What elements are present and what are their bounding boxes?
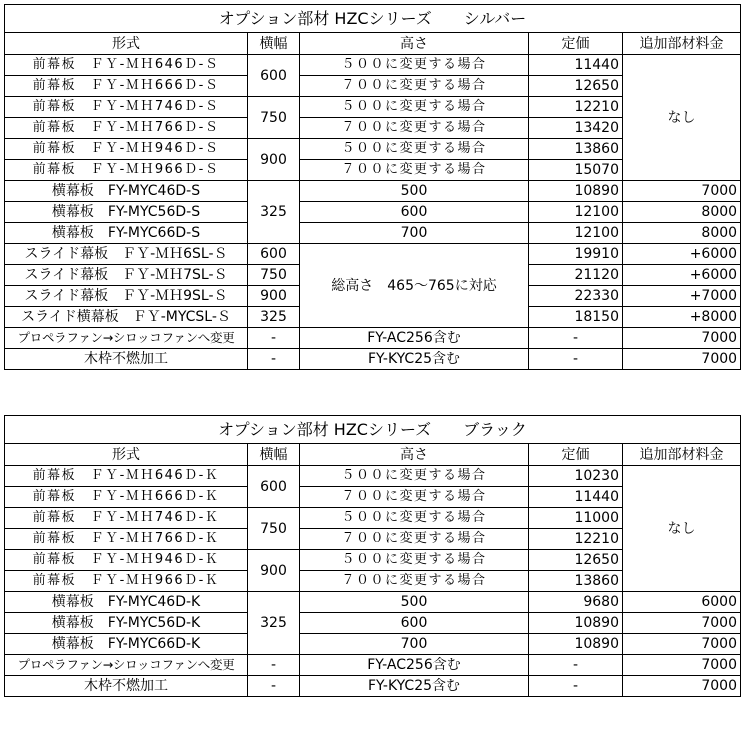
height-cell: ７００に変更する場合 (300, 487, 529, 508)
price-cell: 11440 (529, 55, 623, 76)
model-cell: 前幕板 ＦＹ-ＭＨ946Ｄ-Ｓ (5, 139, 248, 160)
header-width: 横幅 (248, 444, 300, 466)
price-cell: 21120 (529, 265, 623, 286)
price-cell: 12100 (529, 202, 623, 223)
model-cell: 横幕板 FY-MYC56D-K (5, 613, 248, 634)
extra-fee-cell: 7000 (623, 613, 741, 634)
table-row (5, 634, 741, 655)
table-row (5, 202, 741, 223)
table-title: オプション部材 HZCシリーズ シルバー (5, 5, 741, 33)
table-row (5, 655, 741, 676)
header-price: 定価 (529, 444, 623, 466)
width-cell: - (248, 655, 300, 676)
height-cell: ５００に変更する場合 (300, 97, 529, 118)
width-cell: - (248, 349, 300, 370)
model-cell: 横幕板 FY-MYC66D-K (5, 634, 248, 655)
model-cell: 前幕板 ＦＹ-ＭＨ666Ｄ-Ｓ (5, 76, 248, 97)
height-cell: ７００に変更する場合 (300, 160, 529, 181)
model-cell: 木枠不燃加工 (5, 676, 248, 697)
header-model: 形式 (5, 33, 248, 55)
model-cell: 前幕板 ＦＹ-ＭＨ766Ｄ-Ｓ (5, 118, 248, 139)
price-cell: 11440 (529, 487, 623, 508)
height-cell: FY-KYC25含む (300, 349, 529, 370)
price-cell: 10890 (529, 181, 623, 202)
extra-fee-cell: 7000 (623, 328, 741, 349)
price-cell: 12210 (529, 529, 623, 550)
height-cell: ５００に変更する場合 (300, 550, 529, 571)
height-cell: ７００に変更する場合 (300, 76, 529, 97)
extra-fee-cell: 6000 (623, 592, 741, 613)
model-cell: 前幕板 ＦＹ-ＭＨ966Ｄ-Ｋ (5, 571, 248, 592)
model-cell: プロペラファン→シロッコファンへ変更 (5, 328, 248, 349)
table-row (5, 244, 741, 265)
height-cell: 500 (300, 181, 529, 202)
height-cell: ７００に変更する場合 (300, 571, 529, 592)
model-cell: 横幕板 FY-MYC46D-S (5, 181, 248, 202)
price-cell: - (529, 676, 623, 697)
width-cell: 750 (248, 265, 300, 286)
width-cell: 750 (248, 508, 300, 550)
extra-fee-none-cell: なし (623, 466, 741, 592)
black-options-table (4, 415, 741, 697)
price-cell: - (529, 328, 623, 349)
model-cell: スライド幕板 ＦＹ-ＭＨ9SL-Ｓ (5, 286, 248, 307)
width-cell: 900 (248, 139, 300, 181)
extra-fee-cell: 8000 (623, 202, 741, 223)
price-cell: 18150 (529, 307, 623, 328)
price-cell: 10230 (529, 466, 623, 487)
height-cell: 700 (300, 634, 529, 655)
model-cell: スライド幕板 ＦＹ-ＭＨ6SL-Ｓ (5, 244, 248, 265)
table-row (5, 592, 741, 613)
extra-fee-cell: +7000 (623, 286, 741, 307)
table-row (5, 55, 741, 76)
extra-fee-cell: 7000 (623, 181, 741, 202)
width-cell: - (248, 328, 300, 349)
model-cell: 前幕板 ＦＹ-ＭＨ646Ｄ-Ｓ (5, 55, 248, 76)
width-cell: 900 (248, 550, 300, 592)
width-cell: 750 (248, 97, 300, 139)
model-cell: 前幕板 ＦＹ-ＭＨ946Ｄ-Ｋ (5, 550, 248, 571)
model-cell: 横幕板 FY-MYC66D-S (5, 223, 248, 244)
height-cell: 600 (300, 613, 529, 634)
height-cell: ５００に変更する場合 (300, 55, 529, 76)
header-height: 高さ (300, 33, 529, 55)
price-cell: 13860 (529, 571, 623, 592)
table-row (5, 676, 741, 697)
height-cell: ７００に変更する場合 (300, 529, 529, 550)
header-extra-fee: 追加部材料金 (623, 33, 741, 55)
header-height: 高さ (300, 444, 529, 466)
header-price: 定価 (529, 33, 623, 55)
extra-fee-cell: +6000 (623, 244, 741, 265)
model-cell: 木枠不燃加工 (5, 349, 248, 370)
price-cell: 12650 (529, 550, 623, 571)
price-cell: 13860 (529, 139, 623, 160)
model-cell: 前幕板 ＦＹ-ＭＨ746Ｄ-Ｋ (5, 508, 248, 529)
model-cell: スライド横幕板 ＦＹ-MYCSL-Ｓ (5, 307, 248, 328)
model-cell: 横幕板 FY-MYC46D-K (5, 592, 248, 613)
table-row (5, 223, 741, 244)
width-cell: 325 (248, 181, 300, 244)
header-row (5, 444, 741, 466)
height-cell: 600 (300, 202, 529, 223)
width-cell: 600 (248, 466, 300, 508)
height-cell: 700 (300, 223, 529, 244)
model-cell: 前幕板 ＦＹ-ＭＨ666Ｄ-Ｋ (5, 487, 248, 508)
height-cell: FY-KYC25含む (300, 676, 529, 697)
model-cell: 前幕板 ＦＹ-ＭＨ966Ｄ-Ｓ (5, 160, 248, 181)
model-cell: 前幕板 ＦＹ-ＭＨ766Ｄ-Ｋ (5, 529, 248, 550)
price-cell: 12650 (529, 76, 623, 97)
height-cell: ７００に変更する場合 (300, 118, 529, 139)
table-row (5, 181, 741, 202)
silver-options-table (4, 4, 741, 370)
table-row (5, 613, 741, 634)
header-width: 横幅 (248, 33, 300, 55)
table-row (5, 349, 741, 370)
width-cell: - (248, 676, 300, 697)
price-cell: 19910 (529, 244, 623, 265)
price-cell: 13420 (529, 118, 623, 139)
model-cell: スライド幕板 ＦＹ-ＭＨ7SL-Ｓ (5, 265, 248, 286)
width-cell: 900 (248, 286, 300, 307)
height-cell: ５００に変更する場合 (300, 508, 529, 529)
header-row (5, 33, 741, 55)
model-cell: プロペラファン→シロッコファンへ変更 (5, 655, 248, 676)
table-row (5, 328, 741, 349)
header-model: 形式 (5, 444, 248, 466)
extra-fee-cell: +8000 (623, 307, 741, 328)
extra-fee-cell: 8000 (623, 223, 741, 244)
width-cell: 325 (248, 307, 300, 328)
price-cell: 22330 (529, 286, 623, 307)
extra-fee-none-cell: なし (623, 55, 741, 181)
extra-fee-cell: 7000 (623, 349, 741, 370)
height-cell: ５００に変更する場合 (300, 466, 529, 487)
height-cell: ５００に変更する場合 (300, 139, 529, 160)
height-cell: FY-AC256含む (300, 328, 529, 349)
extra-fee-cell: +6000 (623, 265, 741, 286)
width-cell: 600 (248, 244, 300, 265)
price-cell: - (529, 655, 623, 676)
extra-fee-cell: 7000 (623, 655, 741, 676)
model-cell: 前幕板 ＦＹ-ＭＨ746Ｄ-Ｓ (5, 97, 248, 118)
price-cell: 12100 (529, 223, 623, 244)
price-cell: - (529, 349, 623, 370)
width-cell: 600 (248, 55, 300, 97)
price-cell: 9680 (529, 592, 623, 613)
price-cell: 10890 (529, 634, 623, 655)
height-cell: FY-AC256含む (300, 655, 529, 676)
slide-height-cell: 総高さ 465～765に対応 (300, 244, 529, 328)
price-cell: 11000 (529, 508, 623, 529)
price-cell: 15070 (529, 160, 623, 181)
width-cell: 325 (248, 592, 300, 655)
table-row (5, 466, 741, 487)
model-cell: 横幕板 FY-MYC56D-S (5, 202, 248, 223)
header-extra-fee: 追加部材料金 (623, 444, 741, 466)
model-cell: 前幕板 ＦＹ-ＭＨ646Ｄ-Ｋ (5, 466, 248, 487)
extra-fee-cell: 7000 (623, 676, 741, 697)
extra-fee-cell: 7000 (623, 634, 741, 655)
price-cell: 10890 (529, 613, 623, 634)
height-cell: 500 (300, 592, 529, 613)
table-title: オプション部材 HZCシリーズ ブラック (5, 416, 741, 444)
price-cell: 12210 (529, 97, 623, 118)
